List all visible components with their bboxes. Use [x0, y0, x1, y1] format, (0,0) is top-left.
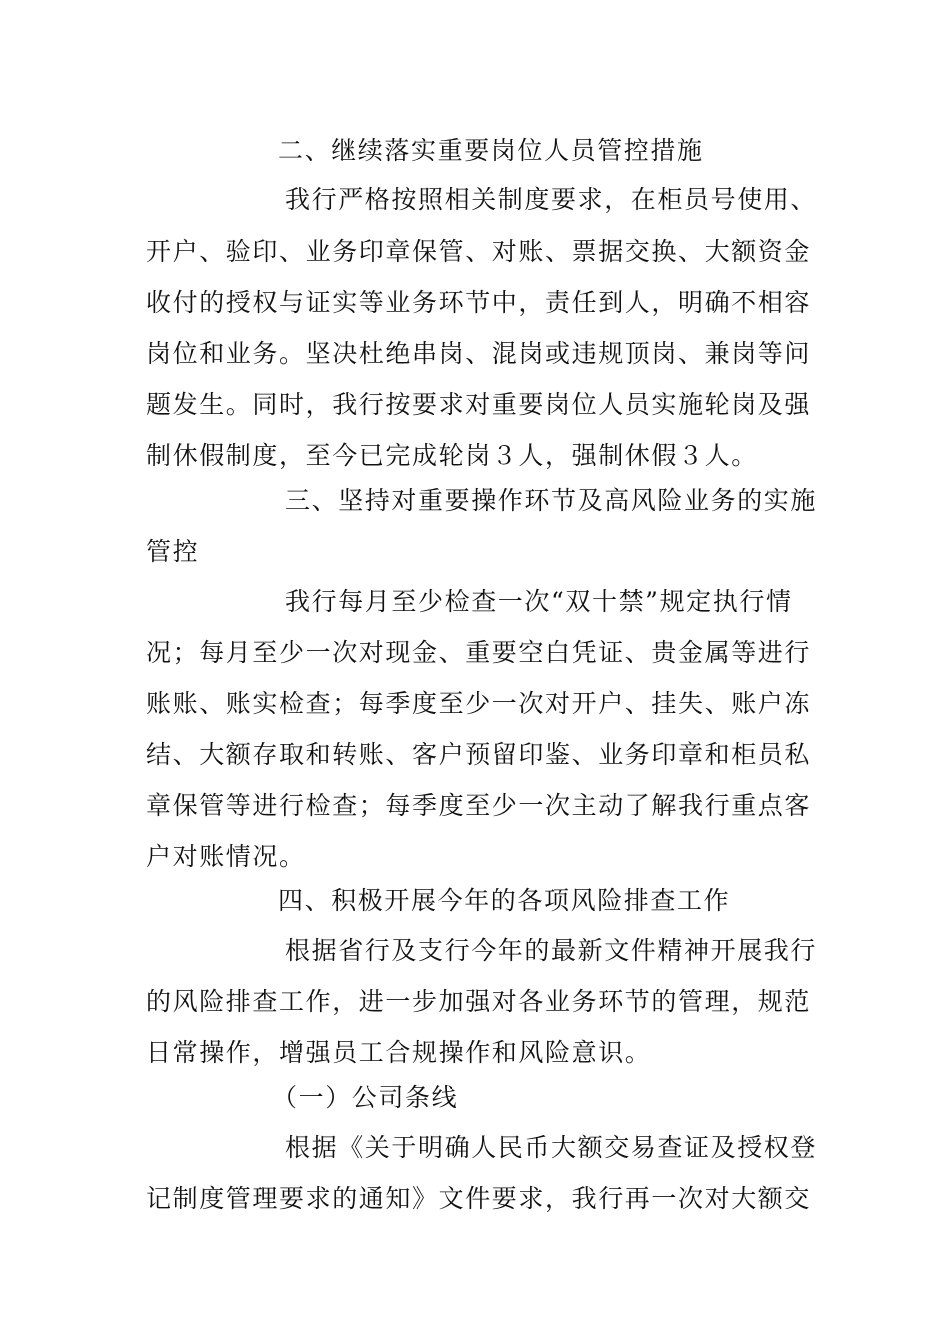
paragraph-line: 我行每月至少检查一次“双十禁”规定执行情 [285, 587, 793, 616]
paragraph-line: 开户、验印、业务印章保管、对账、票据交换、大额资金 [146, 237, 812, 266]
subheading-company-line: （一）公司条线 [272, 1083, 459, 1112]
paragraph-line: 收付的授权与证实等业务环节中，责任到人，明确不相容 [146, 288, 812, 317]
paragraph-line: 日常操作，增强员工合规操作和风险意识。 [146, 1038, 652, 1067]
paragraph-line: 根据《关于明确人民币大额交易查证及授权登 [285, 1133, 818, 1162]
paragraph-line: 账账、账实检查；每季度至少一次对开户、挂失、账户冻 [146, 689, 812, 718]
paragraph-line: 岗位和业务。坚决杜绝串岗、混岗或违规顶岗、兼岗等问 [146, 339, 812, 368]
paragraph-line: 况；每月至少一次对现金、重要空白凭证、贵金属等进行 [146, 638, 812, 667]
paragraph-line: 制休假制度，至今已完成轮岗３人，强制休假３人。 [146, 441, 758, 470]
heading-section-3-cont: 管控 [146, 537, 200, 566]
paragraph-line: 记制度管理要求的通知》文件要求，我行再一次对大额交 [146, 1184, 812, 1213]
paragraph-line: 章保管等进行检查；每季度至少一次主动了解我行重点客 [146, 791, 812, 820]
paragraph-line: 根据省行及支行今年的最新文件精神开展我行 [285, 936, 818, 965]
paragraph-line: 的风险排查工作，进一步加强对各业务环节的管理，规范 [146, 987, 812, 1016]
paragraph-line: 结、大额存取和转账、客户预留印鉴、业务印章和柜员私 [146, 740, 812, 769]
paragraph-line: 我行严格按照相关制度要求，在柜员号使用、 [285, 185, 818, 214]
heading-section-3: 三、坚持对重要操作环节及高风险业务的实施 [285, 486, 818, 515]
paragraph-line: 题发生。同时，我行按要求对重要岗位人员实施轮岗及强 [146, 390, 812, 419]
heading-section-2: 二、继续落实重要岗位人员管控措施 [278, 136, 704, 165]
heading-section-4: 四、积极开展今年的各项风险排查工作 [278, 886, 731, 915]
paragraph-line: 户对账情况。 [146, 842, 306, 871]
